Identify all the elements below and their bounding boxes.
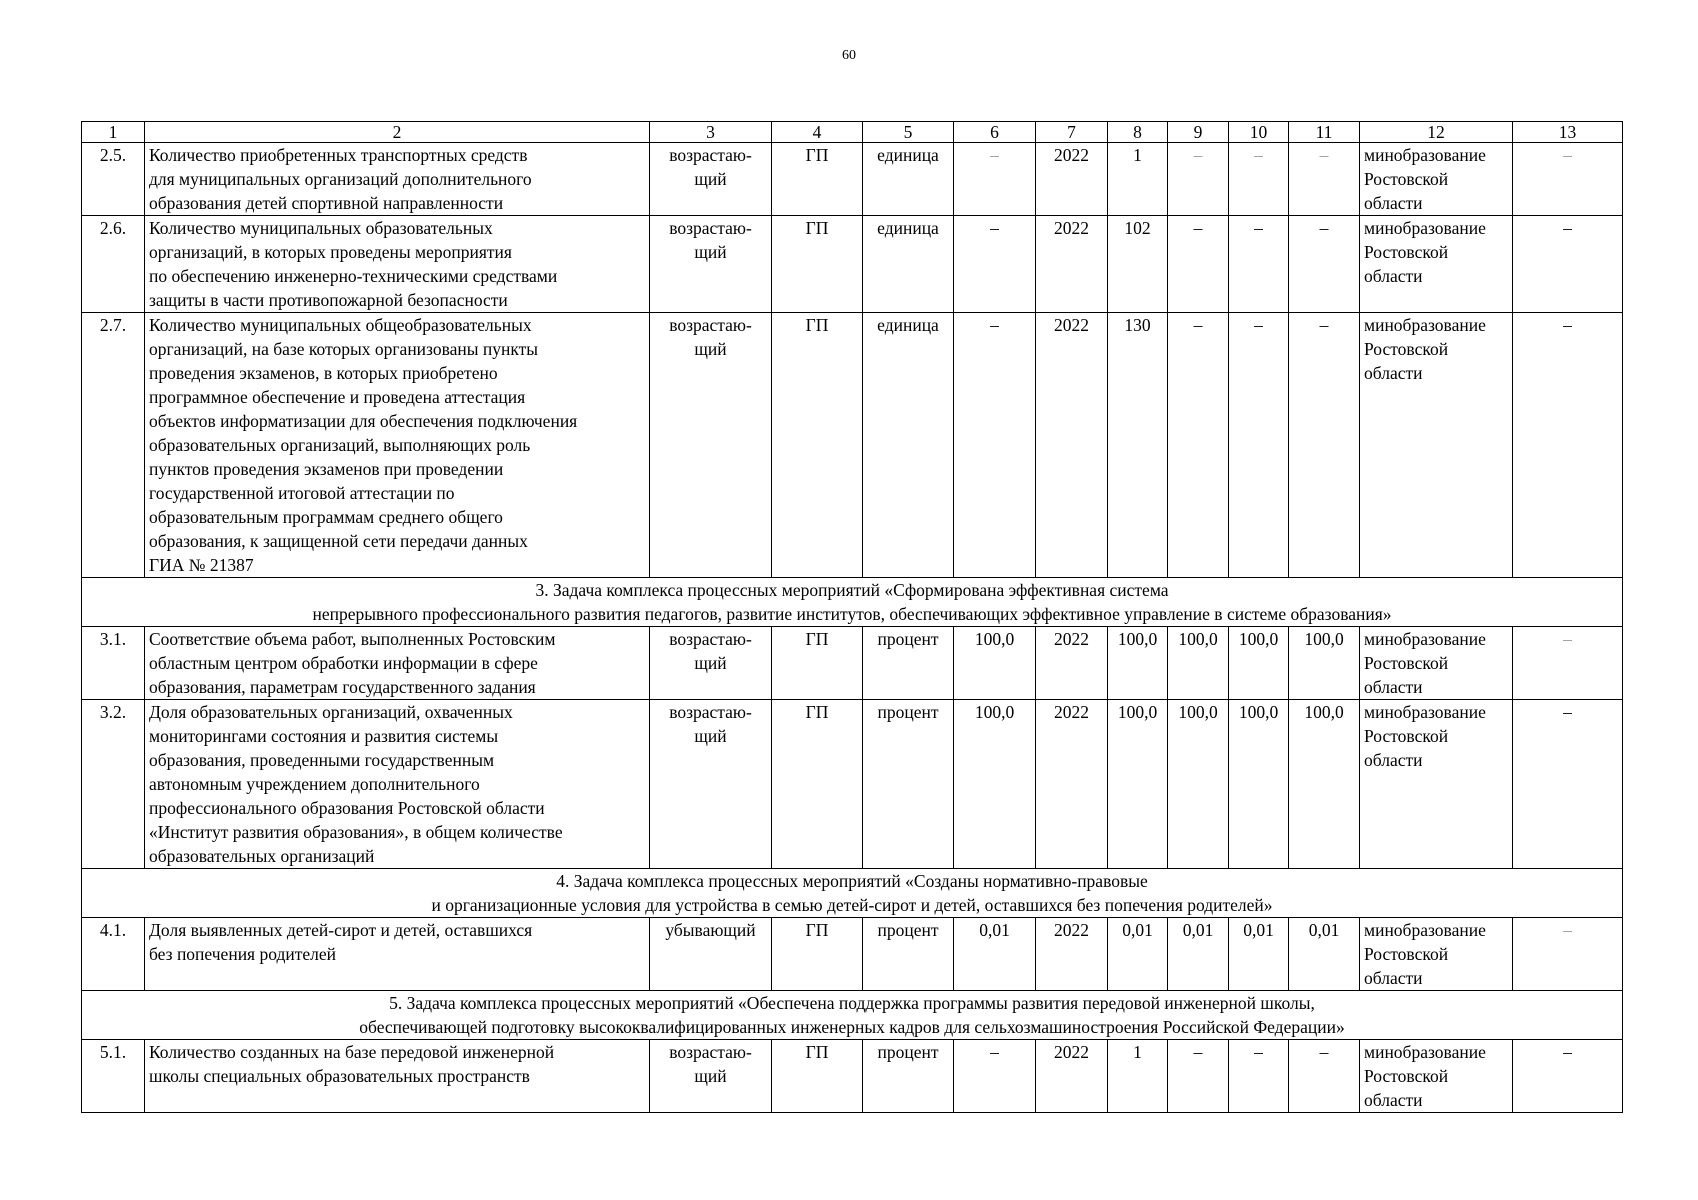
indicator-level: ГП xyxy=(772,627,863,700)
value-col-10: – xyxy=(1229,313,1289,578)
base-year: 2022 xyxy=(1036,216,1108,313)
indicators-table xyxy=(81,121,1623,1113)
responsible-body: минобразование Ростовской области xyxy=(1360,700,1513,869)
base-year: 2022 xyxy=(1036,918,1108,991)
section-title: 3. Задача комплекса процессных мероприятий «Сформирована эффективная система непрерывного профессионального развития педагогов, развитие институтов, обеспечивающих эффективное управление в системе образования» xyxy=(82,578,1623,627)
page-number: 60 xyxy=(842,48,856,63)
indicator-name: Соответствие объема работ, выполненных Ростовским областным центром обработки информации в сфере образования, параметрам государственного задания xyxy=(145,627,650,700)
table-row xyxy=(82,313,1623,578)
column-number-header: 4 xyxy=(772,122,863,143)
value-col-8: 102 xyxy=(1108,216,1168,313)
section-row xyxy=(82,578,1623,627)
table-row xyxy=(82,918,1623,991)
column-number-header: 9 xyxy=(1168,122,1229,143)
header-row xyxy=(82,122,1623,143)
indicator-name: Количество муниципальных общеобразовательных организаций, на базе которых организованы пункты проведения экзаменов, в которых приобретено программное обеспечение и проведена аттестация объектов информатизации для обеспечения подключения образовательных организаций, выполняющих роль пунктов проведения экзаменов при проведении государственной итоговой аттестации по образовательным программам среднего общего образования, к защищенной сети передачи данных ГИА № 21387 xyxy=(145,313,650,578)
value-col-8: 1 xyxy=(1108,143,1168,216)
responsible-body: минобразование Ростовской области xyxy=(1360,313,1513,578)
column-number-header: 10 xyxy=(1229,122,1289,143)
indicator-trend: возрастаю- щий xyxy=(650,627,772,700)
base-value: – xyxy=(954,313,1036,578)
column-number-header: 11 xyxy=(1289,122,1360,143)
column-number-header: 12 xyxy=(1360,122,1513,143)
responsible-body: минобразование Ростовской области xyxy=(1360,627,1513,700)
indicator-level: ГП xyxy=(772,1040,863,1113)
row-number: 3.2. xyxy=(82,700,145,869)
row-number: 4.1. xyxy=(82,918,145,991)
related-indicator: – xyxy=(1513,918,1623,991)
indicator-trend: убывающий xyxy=(650,918,772,991)
indicator-trend: возрастаю- щий xyxy=(650,700,772,869)
value-col-10: 0,01 xyxy=(1229,918,1289,991)
indicator-name: Доля образовательных организаций, охваченных мониторингами состояния и развития системы образования, проведенными государственным автономным учреждением дополнительного профессионального образования Ростовской области «Институт развития образования», в общем количестве образовательных организаций xyxy=(145,700,650,869)
column-number-header: 5 xyxy=(863,122,954,143)
responsible-body: минобразование Ростовской области xyxy=(1360,143,1513,216)
responsible-body: минобразование Ростовской области xyxy=(1360,918,1513,991)
value-col-8: 100,0 xyxy=(1108,700,1168,869)
unit-of-measure: процент xyxy=(863,627,954,700)
related-indicator: – xyxy=(1513,313,1623,578)
value-col-10: – xyxy=(1229,143,1289,216)
value-col-11: 0,01 xyxy=(1289,918,1360,991)
table-body xyxy=(82,122,1623,1113)
section-row xyxy=(82,869,1623,918)
value-col-11: 100,0 xyxy=(1289,627,1360,700)
indicator-level: ГП xyxy=(772,918,863,991)
value-col-9: 100,0 xyxy=(1168,627,1229,700)
row-number: 3.1. xyxy=(82,627,145,700)
base-value: 100,0 xyxy=(954,700,1036,869)
indicator-level: ГП xyxy=(772,216,863,313)
base-value: 100,0 xyxy=(954,627,1036,700)
value-col-8: 0,01 xyxy=(1108,918,1168,991)
base-year: 2022 xyxy=(1036,143,1108,216)
row-number: 2.7. xyxy=(82,313,145,578)
value-col-9: 0,01 xyxy=(1168,918,1229,991)
base-year: 2022 xyxy=(1036,700,1108,869)
related-indicator: – xyxy=(1513,216,1623,313)
indicator-trend: возрастаю- щий xyxy=(650,313,772,578)
responsible-body: минобразование Ростовской области xyxy=(1360,1040,1513,1113)
value-col-10: – xyxy=(1229,1040,1289,1113)
value-col-11: – xyxy=(1289,313,1360,578)
section-row xyxy=(82,991,1623,1040)
value-col-8: 1 xyxy=(1108,1040,1168,1113)
table-row xyxy=(82,1040,1623,1113)
base-year: 2022 xyxy=(1036,627,1108,700)
value-col-9: – xyxy=(1168,216,1229,313)
base-year: 2022 xyxy=(1036,1040,1108,1113)
value-col-10: 100,0 xyxy=(1229,627,1289,700)
base-value: 0,01 xyxy=(954,918,1036,991)
indicator-name: Количество созданных на базе передовой инженерной школы специальных образовательных пространств xyxy=(145,1040,650,1113)
unit-of-measure: процент xyxy=(863,700,954,869)
value-col-8: 130 xyxy=(1108,313,1168,578)
value-col-11: – xyxy=(1289,216,1360,313)
indicator-trend: возрастаю- щий xyxy=(650,143,772,216)
indicator-level: ГП xyxy=(772,700,863,869)
unit-of-measure: единица xyxy=(863,216,954,313)
column-number-header: 2 xyxy=(145,122,650,143)
value-col-10: 100,0 xyxy=(1229,700,1289,869)
table-row xyxy=(82,700,1623,869)
unit-of-measure: процент xyxy=(863,1040,954,1113)
indicator-name: Количество муниципальных образовательных организаций, в которых проведены мероприятия по обеспечению инженерно-техническими средствами защиты в части противопожарной безопасности xyxy=(145,216,650,313)
unit-of-measure: процент xyxy=(863,918,954,991)
value-col-10: – xyxy=(1229,216,1289,313)
section-title: 4. Задача комплекса процессных мероприятий «Созданы нормативно-правовые и организационные условия для устройства в семью детей-сирот и детей, оставшихся без попечения родителей» xyxy=(82,869,1623,918)
related-indicator: – xyxy=(1513,1040,1623,1113)
value-col-9: 100,0 xyxy=(1168,700,1229,869)
base-year: 2022 xyxy=(1036,313,1108,578)
base-value: – xyxy=(954,143,1036,216)
unit-of-measure: единица xyxy=(863,313,954,578)
column-number-header: 3 xyxy=(650,122,772,143)
responsible-body: минобразование Ростовской области xyxy=(1360,216,1513,313)
column-number-header: 1 xyxy=(82,122,145,143)
value-col-9: – xyxy=(1168,313,1229,578)
indicator-name: Доля выявленных детей-сирот и детей, оставшихся без попечения родителей xyxy=(145,918,650,991)
indicator-trend: возрастаю- щий xyxy=(650,1040,772,1113)
column-number-header: 13 xyxy=(1513,122,1623,143)
indicator-trend: возрастаю- щий xyxy=(650,216,772,313)
column-number-header: 7 xyxy=(1036,122,1108,143)
related-indicator: – xyxy=(1513,143,1623,216)
value-col-8: 100,0 xyxy=(1108,627,1168,700)
table-row xyxy=(82,143,1623,216)
table-row xyxy=(82,627,1623,700)
value-col-9: – xyxy=(1168,143,1229,216)
value-col-9: – xyxy=(1168,1040,1229,1113)
indicator-name: Количество приобретенных транспортных средств для муниципальных организаций дополнительного образования детей спортивной направленности xyxy=(145,143,650,216)
column-number-header: 8 xyxy=(1108,122,1168,143)
related-indicator: – xyxy=(1513,700,1623,869)
related-indicator: – xyxy=(1513,627,1623,700)
unit-of-measure: единица xyxy=(863,143,954,216)
value-col-11: 100,0 xyxy=(1289,700,1360,869)
section-title: 5. Задача комплекса процессных мероприятий «Обеспечена поддержка программы развития передовой инженерной школы, обеспечивающей подготовку высококвалифицированных инженерных кадров для сельхозмашиностроения Российской Федерации» xyxy=(82,991,1623,1040)
row-number: 2.6. xyxy=(82,216,145,313)
value-col-11: – xyxy=(1289,1040,1360,1113)
column-number-header: 6 xyxy=(954,122,1036,143)
table-row xyxy=(82,216,1623,313)
base-value: – xyxy=(954,216,1036,313)
indicator-level: ГП xyxy=(772,143,863,216)
value-col-11: – xyxy=(1289,143,1360,216)
base-value: – xyxy=(954,1040,1036,1113)
row-number: 5.1. xyxy=(82,1040,145,1113)
row-number: 2.5. xyxy=(82,143,145,216)
indicator-level: ГП xyxy=(772,313,863,578)
